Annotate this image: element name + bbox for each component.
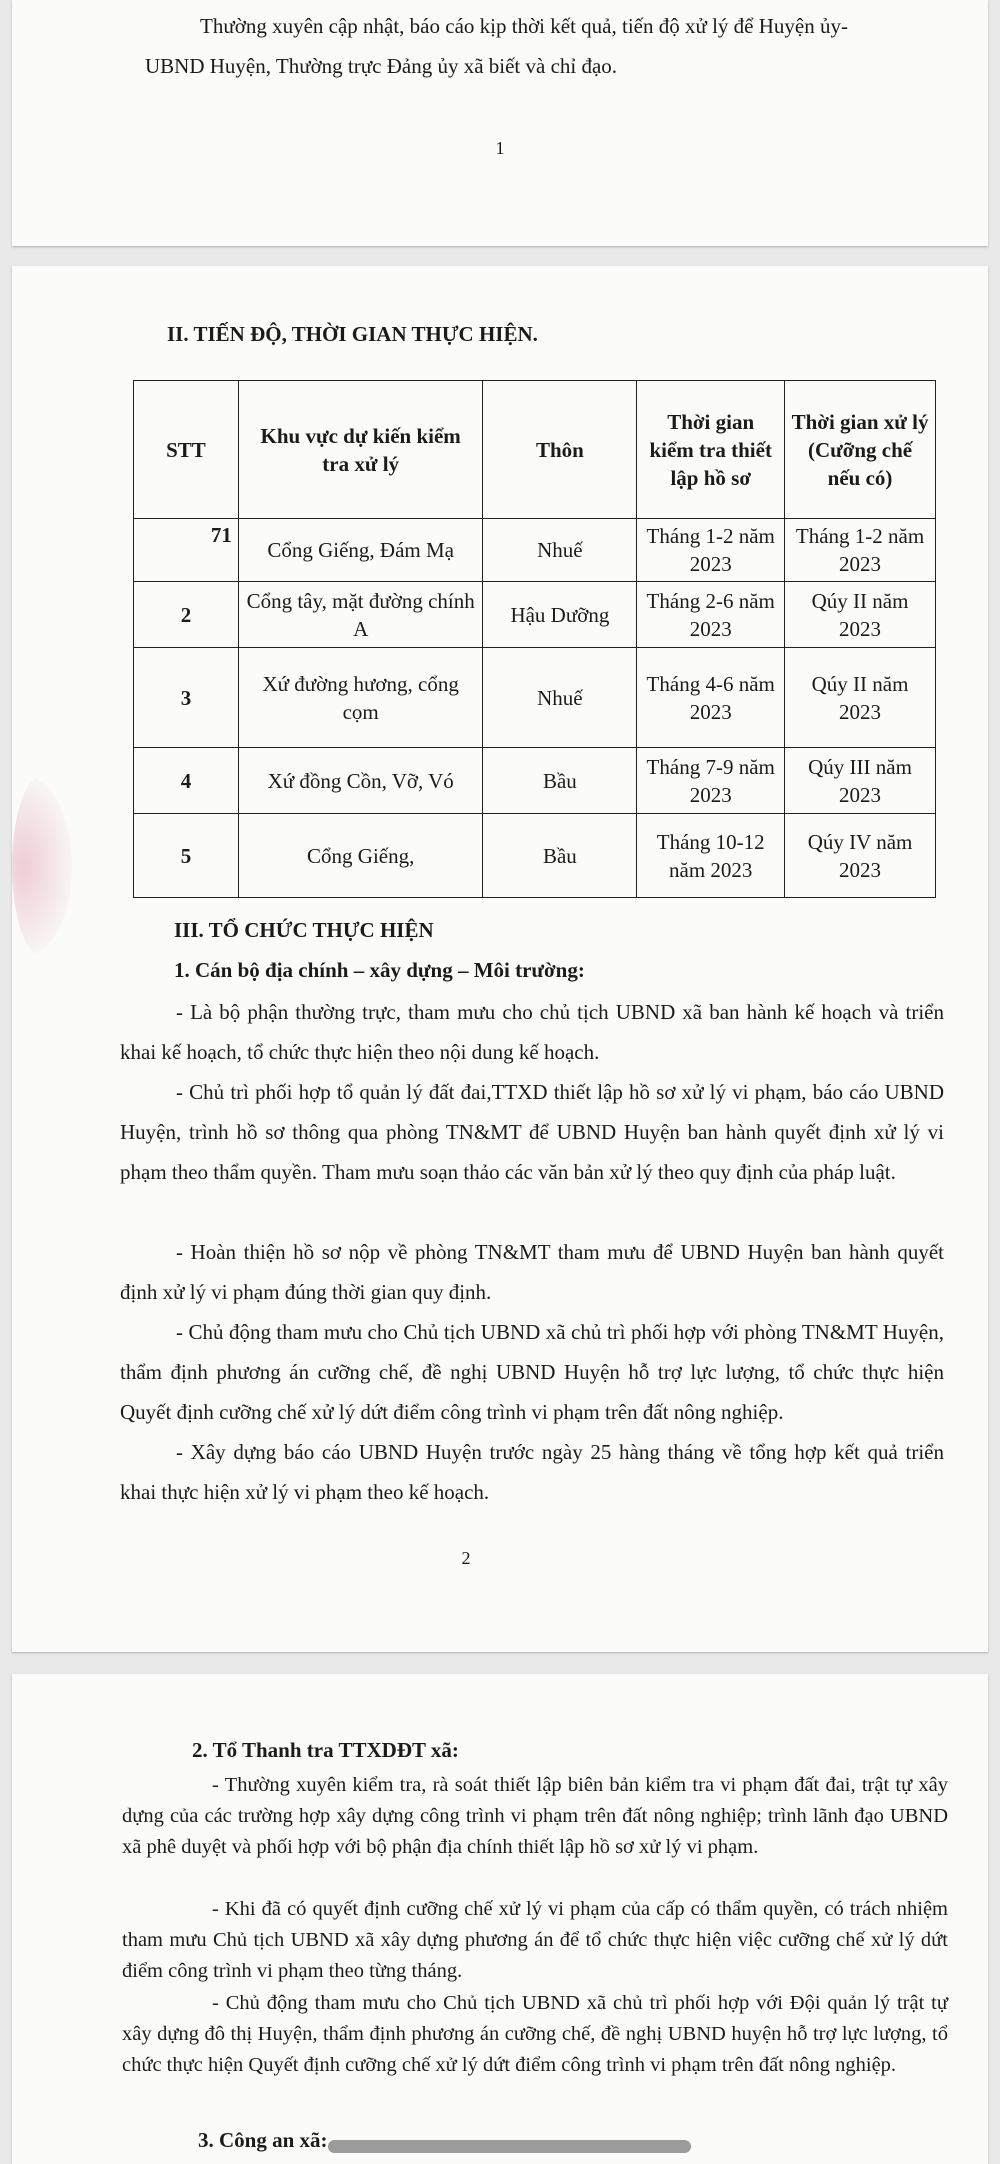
cell-village: Hậu Dưỡng [483,582,637,648]
cell-check-time: Tháng 7-9 năm 2023 [637,748,785,814]
cell-stt: 71 [134,519,239,582]
cell-village: Bầu [483,748,637,814]
paragraph: - Khi đã có quyết định cưỡng chế xử lý vi phạm của cấp có thẩm quyền, có trách nhiệm tham mưu Chủ tịch UBND xã xây dựng phương án để tổ chức thực hiện việc cưỡng chế xử lý dứt điểm công trình vi phạm theo từng tháng. [122,1898,948,1982]
schedule-table [133,380,936,898]
header-stt: STT [134,381,239,519]
cell-area: Cổng Giếng, Đám Mạ [238,519,483,582]
header-handle-time: Thời gian xử lý (Cưỡng chế nếu có) [785,381,936,519]
cell-check-time: Tháng 4-6 năm 2023 [637,648,785,748]
paragraph: - Hoàn thiện hồ sơ nộp về phòng TN&MT tham mưu để UBND Huyện ban hành quyết định xử lý vi phạm đúng thời gian quy định. [120,1240,944,1304]
cell-area: Cổng tây, mặt đường chính A [238,582,483,648]
cell-stt: 2 [134,582,239,648]
cell-handle-time: Qúy II năm 2023 [785,582,936,648]
scroll-indicator[interactable] [328,2140,691,2153]
table-row [134,519,936,582]
cell-stt: 4 [134,748,239,814]
header-village: Thôn [483,381,637,519]
table-row [134,748,936,814]
cell-village: Nhuế [483,648,637,748]
cell-handle-time: Tháng 1-2 năm 2023 [785,519,936,582]
paragraph: - Thường xuyên kiểm tra, rà soát thiết lập biên bản kiểm tra vi phạm đất đai, trật tự xây dựng của các trường hợp xây dựng công trình vi phạm trên đất nông nghiệp; trình lãnh đạo UBND xã phê duyệt và phối hợp với bộ phận địa chính thiết lập hồ sơ xử lý vi phạm. [122,1774,948,1858]
cell-area: Xứ đường hương, cổng cọm [238,648,483,748]
cell-stt: 3 [134,648,239,748]
document-page-1 [12,0,988,246]
text-line: Thường xuyên cập nhật, báo cáo kịp thời kết quả, tiến độ xử lý để Huyện ủy- [200,14,848,38]
header-check-time: Thời gian kiểm tra thiết lập hồ sơ [637,381,785,519]
cell-stt: 5 [134,814,239,898]
table-header-row [134,381,936,519]
page-number: 2 [461,1548,471,1568]
paragraph: - Chủ động tham mưu cho Chủ tịch UBND xã chủ trì phối hợp với phòng TN&MT Huyện, thẩm định phương án cưỡng chế, đề nghị UBND Huyện hỗ trợ lực lượng, tổ chức thực hiện Quyết định cưỡng chế xử lý dứt điểm công trình vi phạm trên đất nông nghiệp. [120,1320,944,1424]
cell-area: Cổng Giếng, [238,814,483,898]
text-line: UBND Huyện, Thường trực Đảng ủy xã biết và chỉ đạo. [145,54,618,78]
red-seal-fragment [12,776,72,956]
paragraph: - Chủ trì phối hợp tổ quản lý đất đai,TTXD thiết lập hồ sơ xử lý vi phạm, báo cáo UBND Huyện, trình hồ sơ thông qua phòng TN&MT để UBND Huyện ban hành quyết định xử lý vi phạm theo thẩm quyền. Tham mưu soạn thảo các văn bản xử lý theo quy định của pháp luật. [120,1080,944,1184]
cell-check-time: Tháng 10-12 năm 2023 [637,814,785,898]
section-title: III. TỔ CHỨC THỰC HIỆN [174,918,434,942]
cell-check-time: Tháng 1-2 năm 2023 [637,519,785,582]
document-page-2 [12,266,988,1652]
table-row [134,648,936,748]
header-area: Khu vực dự kiến kiểm tra xử lý [238,381,483,519]
page-number: 1 [495,138,505,158]
subsection-title: 2. Tổ Thanh tra TTXDĐT xã: [192,1738,459,1762]
cell-check-time: Tháng 2-6 năm 2023 [637,582,785,648]
cell-handle-time: Qúy IV năm 2023 [785,814,936,898]
cell-village: Bầu [483,814,637,898]
cell-village: Nhuế [483,519,637,582]
subsection-title: 1. Cán bộ địa chính – xây dựng – Môi trường: [174,958,585,982]
subsection-title: 3. Công an xã: [198,2128,328,2152]
paragraph: - Xây dựng báo cáo UBND Huyện trước ngày 25 hàng tháng về tổng hợp kết quả triển khai thực hiện xử lý vi phạm theo kế hoạch. [120,1440,944,1504]
table-row [134,814,936,898]
paragraph: - Là bộ phận thường trực, tham mưu cho chủ tịch UBND xã ban hành kế hoạch và triển khai kế hoạch, tổ chức thực hiện theo nội dung kế hoạch. [120,1000,944,1064]
section-title: II. TIẾN ĐỘ, THỜI GIAN THỰC HIỆN. [167,322,538,346]
cell-area: Xứ đồng Cồn, Vỡ, Vó [238,748,483,814]
table-row [134,582,936,648]
cell-handle-time: Qúy II năm 2023 [785,648,936,748]
document-page-3 [12,1674,988,2164]
cell-handle-time: Qúy III năm 2023 [785,748,936,814]
paragraph: - Chủ động tham mưu cho Chủ tịch UBND xã chủ trì phối hợp với Đội quản lý trật tự xây dựng đô thị Huyện, thẩm định phương án cưỡng chế, đề nghị UBND huyện hỗ trợ lực lượng, tổ chức thực hiện Quyết định cưỡng chế xử lý dứt điểm công trình vi phạm trên đất nông nghiệp. [122,1992,948,2076]
